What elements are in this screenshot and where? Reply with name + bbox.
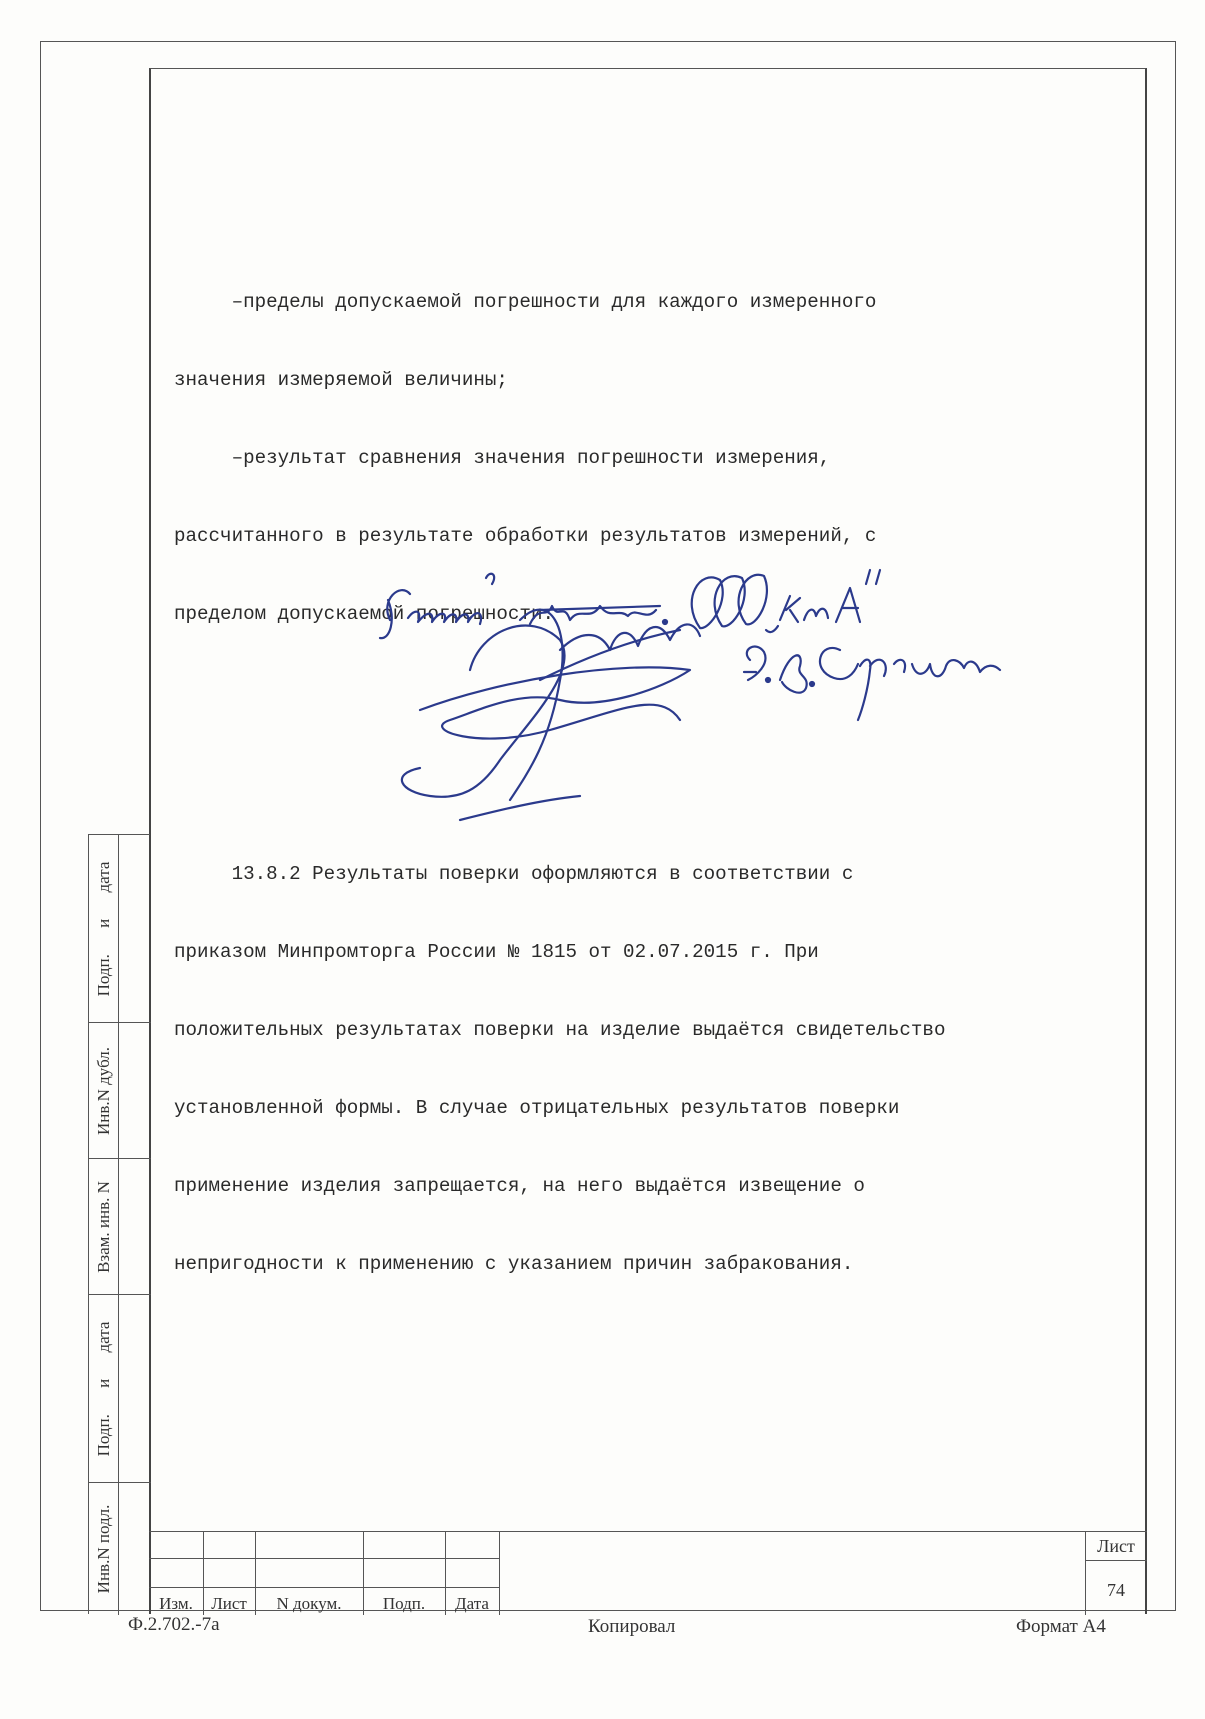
title-block [149,1531,1147,1614]
text-line: приказом Минпромторга России № 1815 от 02.07.2015 г. При [174,941,819,963]
sheet-number: 74 [1107,1580,1125,1600]
col-list: Лист [211,1594,247,1613]
text-line: –результат сравнения значения погрешности измерения, [174,447,831,469]
col-data: Дата [455,1594,489,1613]
text-line: установленной формы. В случае отрицательных результатов поверки [174,1097,900,1119]
col-podp: Подп. [382,1594,426,1613]
strip-label: Подп. и дата [93,861,113,996]
text-line: применение изделия запрещается, на него выдаётся извещение о [174,1175,865,1197]
handwritten-signature [360,560,1050,830]
text-line: рассчитанного в результате обработки результатов измерений, с [174,525,877,547]
strip-label: Инв.N дубл. [93,1046,113,1135]
form-code: Ф.2.702.-7а [128,1614,220,1635]
strip-label: Инв.N подл. [93,1504,113,1594]
text-line: значения измеряемой величины; [174,369,508,391]
text-line: –пределы допускаемой погрешности для каждого измеренного [174,291,877,313]
strip-label: Взам. инв. N [93,1180,113,1273]
strip-podp-data-bottom [89,1295,151,1483]
strip-vzam-inv [89,1159,151,1295]
col-izm: Изм. [159,1594,193,1613]
col-n-dokum: N докум. [276,1594,342,1613]
text-line: 13.8.2 Результаты поверки оформляются в соответствии с [174,863,854,885]
strip-podp-data-top [89,835,151,1023]
text-line: пределом допускаемой погрешности. [174,603,554,625]
copied-label: Копировал [588,1616,676,1637]
binding-strip [88,834,150,1614]
strip-inv-podl [89,1483,151,1615]
strip-label: Подп. и дата [93,1321,113,1456]
text-line: положительных результатах поверки на изделие выдаётся свидетельство [174,1019,946,1041]
sheet-label: Лист [1097,1536,1135,1556]
format-label: Формат А4 [1016,1616,1106,1637]
strip-inv-dubl [89,1023,151,1159]
paragraph-13-8-2 [174,809,1124,1329]
text-line: непригодности к применению с указанием причин забракования. [174,1253,854,1275]
